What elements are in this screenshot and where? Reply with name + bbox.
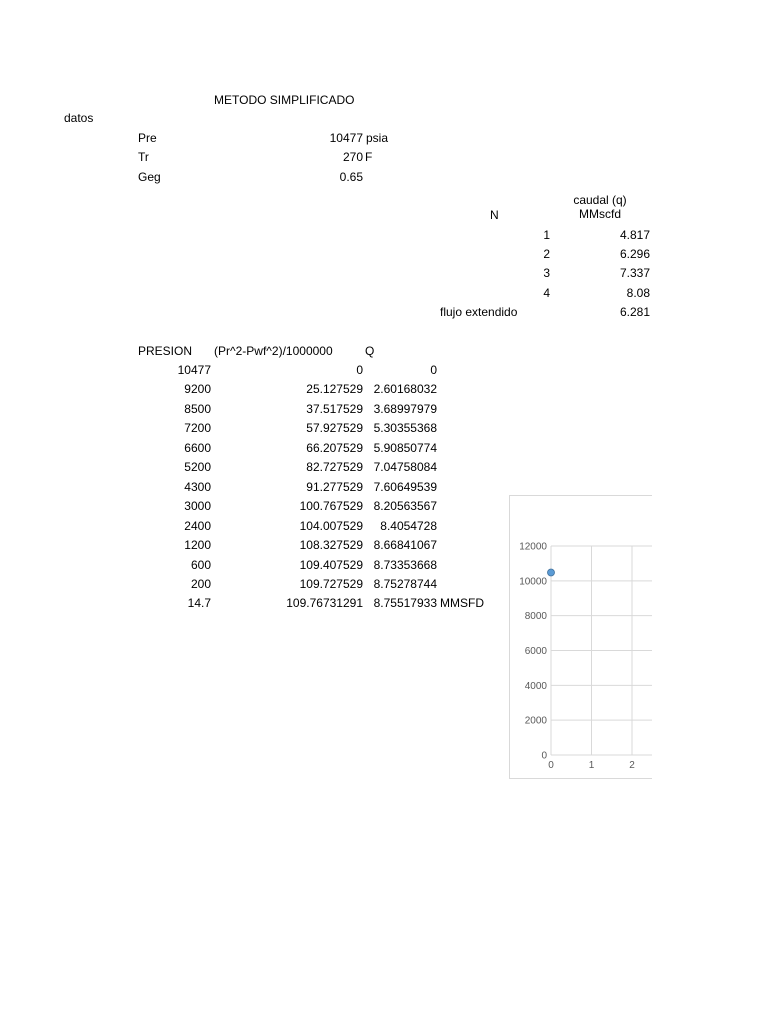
- pressure-cell: 600: [190, 558, 211, 572]
- input-unit-tr: F: [365, 150, 373, 164]
- input-name-pre: Pre: [138, 131, 157, 145]
- chart-svg: [510, 496, 652, 778]
- pressure-cell: 2400: [184, 519, 211, 533]
- q-cell: 2.60168032: [373, 382, 437, 396]
- q-cell: 8.20563567: [373, 499, 437, 513]
- input-name-geg: Geg: [138, 170, 161, 184]
- pressure-cell: 4300: [184, 480, 211, 494]
- input-unit-pre: psia: [366, 131, 389, 145]
- pressure-diff-cell: 109.76731291: [286, 596, 363, 610]
- q-cell: 8.73353668: [373, 558, 437, 572]
- input-value-geg: 0.65: [339, 170, 363, 184]
- pressure-diff-cell: 109.407529: [299, 558, 363, 572]
- pressure-cell: 8500: [184, 402, 211, 416]
- q-cell: 7.60649539: [373, 480, 437, 494]
- pressure-cell: 10477: [177, 363, 211, 377]
- pressure-cell: 1200: [184, 538, 211, 552]
- q-cell: 5.90850774: [373, 441, 437, 455]
- y-tick-label: 10000: [519, 576, 547, 588]
- pressure-diff-cell: 37.517529: [306, 402, 363, 416]
- q-cell: 7.04758084: [373, 460, 437, 474]
- x-tick-label: 0: [548, 760, 554, 771]
- flow-n: 3: [543, 266, 550, 280]
- x-tick-label: 1: [588, 760, 595, 771]
- pressure-diff-cell: 57.927529: [306, 421, 363, 435]
- pressure-diff-cell: 82.727529: [306, 460, 363, 474]
- q-unit-label: MMSFD: [440, 596, 484, 610]
- pressure-cell: 3000: [184, 499, 211, 513]
- q-cell: 8.75517933: [373, 596, 437, 610]
- q-cell: 0: [430, 363, 437, 377]
- y-tick-label: 4000: [524, 680, 547, 692]
- datos-label: datos: [64, 111, 94, 125]
- flow-q: 4.817: [619, 228, 650, 242]
- flow-n: 2: [543, 247, 550, 261]
- flow-n: 4: [543, 286, 550, 300]
- header-q: Q: [365, 344, 375, 358]
- pressure-diff-cell: 0: [356, 363, 363, 377]
- y-tick-label: 6000: [524, 646, 547, 657]
- y-tick-label: 12000: [519, 541, 547, 553]
- q-cell: 5.30355368: [373, 421, 437, 435]
- q-cell: 8.4054728: [380, 519, 437, 533]
- pressure-diff-cell: 25.127529: [306, 382, 363, 396]
- caudal-header: caudal (q): [573, 193, 627, 207]
- pressure-diff-cell: 100.767529: [299, 499, 363, 513]
- input-name-tr: Tr: [138, 150, 149, 164]
- pressure-chart: [509, 495, 652, 779]
- pressure-cell: 7200: [184, 421, 211, 435]
- pressure-diff-cell: 104.007529: [299, 519, 363, 533]
- q-cell: 3.68997979: [373, 402, 437, 416]
- pressure-cell: 14.7: [187, 596, 211, 610]
- extended-flow-label: flujo extendido: [440, 305, 518, 319]
- input-value-pre: 10477: [329, 131, 363, 145]
- y-tick-label: 8000: [524, 611, 547, 623]
- flow-q: 8.08: [626, 286, 650, 300]
- q-cell: 8.66841067: [373, 538, 437, 552]
- pressure-diff-cell: 109.727529: [299, 577, 363, 591]
- x-tick-label: 2: [629, 760, 635, 771]
- input-value-tr: 270: [342, 150, 363, 164]
- flow-q: 7.337: [619, 266, 650, 280]
- header-presion: PRESION: [138, 344, 193, 358]
- y-tick-label: 0: [541, 750, 547, 762]
- q-cell: 8.75278744: [373, 577, 437, 591]
- pressure-diff-cell: 91.277529: [306, 480, 363, 494]
- pressure-cell: 6600: [184, 441, 211, 455]
- pressure-cell: 9200: [184, 382, 211, 396]
- y-tick-label: 2000: [524, 715, 547, 727]
- pressure-cell: 200: [190, 577, 211, 591]
- data-point: [548, 569, 555, 576]
- n-header: N: [490, 208, 499, 222]
- flow-q: 6.296: [619, 247, 650, 261]
- flow-n: 1: [543, 228, 550, 242]
- header-pressure-diff: (Pr^2-Pwf^2)/1000000: [214, 344, 333, 358]
- pressure-diff-cell: 108.327529: [299, 538, 363, 552]
- extended-flow-value: 6.281: [619, 305, 650, 319]
- pressure-cell: 5200: [184, 460, 211, 474]
- page-title: METODO SIMPLIFICADO: [214, 93, 355, 107]
- pressure-diff-cell: 66.207529: [306, 441, 363, 455]
- caudal-unit-header: MMscfd: [579, 207, 621, 221]
